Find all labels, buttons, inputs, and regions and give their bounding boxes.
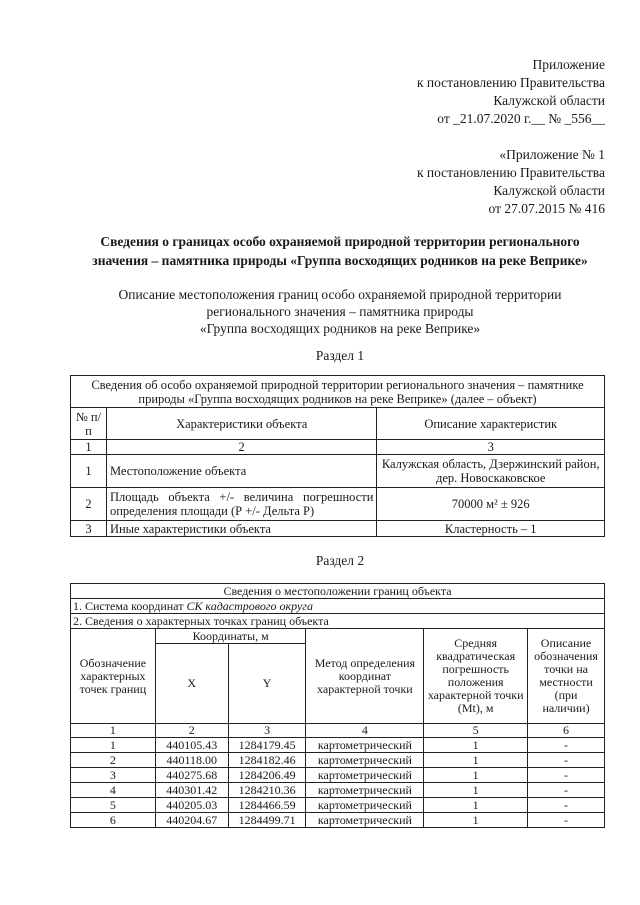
annex-line-1: Приложение (532, 57, 605, 72)
col-x-header: X (155, 644, 228, 724)
point-id: 5 (71, 798, 156, 813)
point-id: 2 (71, 753, 156, 768)
characteristic-name: Местоположение объекта (106, 455, 376, 488)
point-x: 440105.43 (155, 738, 228, 753)
table2-header: Сведения о местоположении границ объекта (71, 584, 605, 599)
point-method: картометрический (306, 753, 424, 768)
characteristic-name: Площадь объекта +/- величина погрешности определения площади (Р +/- Дельта Р) (106, 488, 376, 521)
prev-annex-line-1: «Приложение № 1 (499, 147, 605, 162)
table1-num-cell: 2 (106, 440, 376, 455)
section-1-label: Раздел 1 (315, 348, 365, 363)
point-x: 440205.03 (155, 798, 228, 813)
col-coordinates-header: Координаты, м (155, 629, 306, 644)
title-line-2: значения – памятника природы «Группа восходящих родников на реке Веприке» (92, 253, 588, 268)
point-x: 440301.42 (155, 783, 228, 798)
annex-line-4: от _21.07.2020 г.__ № _556__ (437, 111, 605, 126)
point-y: 1284499.71 (228, 813, 306, 828)
subtitle-line-1: Описание местоположения границ особо охраняемой природной территории (118, 287, 562, 302)
table-row (71, 455, 605, 488)
prev-annex-line-4: от 27.07.2015 № 416 (488, 201, 605, 216)
previous-annex-reference (417, 146, 605, 218)
characteristic-value: Калужская область, Дзержинский район, дер. Новоскаковское (377, 455, 605, 488)
table2-num-cell: 1 (71, 724, 156, 738)
points-header-row: 2. Сведения о характерных точках границ объекта (71, 614, 605, 629)
table-row (71, 798, 605, 813)
point-id: 3 (71, 768, 156, 783)
table2-num-cell: 2 (155, 724, 228, 738)
table-row (71, 768, 605, 783)
point-x: 440118.00 (155, 753, 228, 768)
title-line-1: Сведения о границах особо охраняемой природной территории регионального (100, 234, 580, 249)
document-subtitle (60, 286, 620, 337)
point-error: 1 (424, 738, 528, 753)
point-id: 1 (71, 738, 156, 753)
boundary-points-table (70, 583, 605, 828)
col-error-header: Средняя квадратическая погрешность положения характерной точки (Mt), м (424, 629, 528, 724)
table-row (71, 783, 605, 798)
table-row (71, 813, 605, 828)
point-x: 440204.67 (155, 813, 228, 828)
point-description: - (528, 753, 605, 768)
point-description: - (528, 798, 605, 813)
col-characteristic-header: Характеристики объекта (106, 408, 376, 440)
subtitle-line-3: «Группа восходящих родников на реке Веприке» (199, 321, 481, 336)
annex-line-2: к постановлению Правительства (416, 75, 605, 90)
point-id: 6 (71, 813, 156, 828)
annex-reference (417, 56, 605, 128)
point-method: картометрический (306, 798, 424, 813)
point-error: 1 (424, 768, 528, 783)
col-y-header: Y (228, 644, 306, 724)
point-y: 1284206.49 (228, 768, 306, 783)
annex-line-3: Калужской области (493, 93, 605, 108)
table-row (71, 738, 605, 753)
characteristic-value: Кластерность – 1 (377, 521, 605, 537)
point-error: 1 (424, 813, 528, 828)
point-x: 440275.68 (155, 768, 228, 783)
point-method: картометрический (306, 783, 424, 798)
table2-num-cell: 6 (528, 724, 605, 738)
object-info-table (70, 375, 605, 537)
characteristic-name: Иные характеристики объекта (106, 521, 376, 537)
point-description: - (528, 738, 605, 753)
col-method-header: Метод определения координат характерной точки (306, 629, 424, 724)
table-row (71, 488, 605, 521)
table2-num-cell: 5 (424, 724, 528, 738)
characteristic-value: 70000 м² ± 926 (377, 488, 605, 521)
col-point-header: Обозначение характерных точек границ (71, 629, 156, 724)
point-y: 1284466.59 (228, 798, 306, 813)
point-id: 4 (71, 783, 156, 798)
point-y: 1284210.36 (228, 783, 306, 798)
point-y: 1284179.45 (228, 738, 306, 753)
point-method: картометрический (306, 768, 424, 783)
document-title (60, 232, 620, 270)
point-description: - (528, 783, 605, 798)
col-description-header: Описание характеристик (377, 408, 605, 440)
table-row (71, 521, 605, 537)
prev-annex-line-3: Калужской области (493, 183, 605, 198)
point-error: 1 (424, 783, 528, 798)
point-error: 1 (424, 798, 528, 813)
subtitle-line-2: регионального значения – памятника природы (206, 304, 474, 319)
row-number: 1 (71, 455, 107, 488)
table1-num-cell: 1 (71, 440, 107, 455)
col-description-header: Описание обозначения точки на местности (при наличии) (528, 629, 605, 724)
coordinate-system-prefix: 1. Система координат (73, 598, 187, 613)
point-method: картометрический (306, 813, 424, 828)
table-row (71, 753, 605, 768)
col-number-header: № п/п (71, 408, 107, 440)
row-number: 3 (71, 521, 107, 537)
point-y: 1284182.46 (228, 753, 306, 768)
prev-annex-line-2: к постановлению Правительства (416, 165, 605, 180)
table1-header: Сведения об особо охраняемой природной территории регионального значения – памятнике природы «Группа восходящих родников на реке Веприке» (далее – объект) (71, 376, 605, 408)
section-2-label: Раздел 2 (315, 553, 365, 568)
row-number: 2 (71, 488, 107, 521)
coordinate-system-name: СК кадастрового округа (186, 598, 313, 613)
point-error: 1 (424, 753, 528, 768)
table1-num-cell: 3 (377, 440, 605, 455)
table2-num-cell: 4 (306, 724, 424, 738)
point-description: - (528, 813, 605, 828)
coordinate-system-row (71, 599, 605, 614)
point-method: картометрический (306, 738, 424, 753)
table2-num-cell: 3 (228, 724, 306, 738)
point-description: - (528, 768, 605, 783)
